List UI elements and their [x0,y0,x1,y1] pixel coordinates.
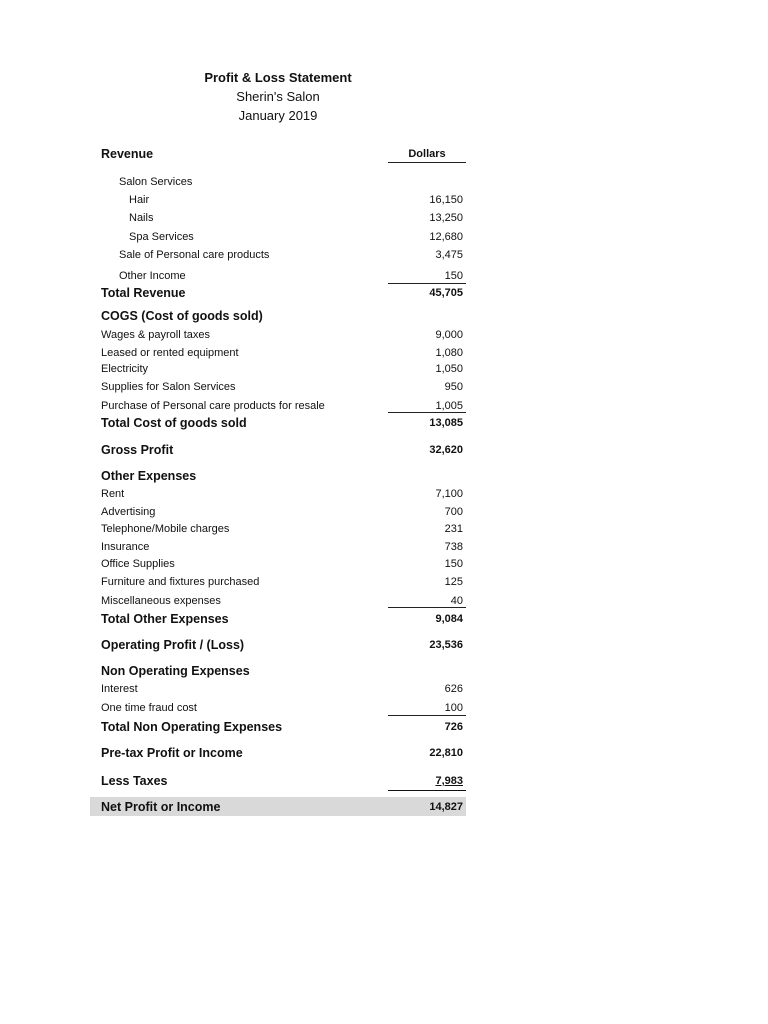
salon-services-label: Salon Services [119,176,193,188]
revenue-item-label: Hair [129,194,150,206]
cogs-item-value: 1,080 [435,347,463,359]
total-revenue-value: 45,705 [429,287,463,299]
other-expense-label: Miscellaneous expenses [101,595,221,607]
total-other-expenses-value: 9,084 [435,613,463,625]
company-name: Sherin's Salon [236,89,320,104]
revenue-item-value: 13,250 [429,212,463,224]
other-expense-value: 7,100 [435,488,463,500]
net-profit-row [90,798,466,816]
gross-profit-value: 32,620 [429,444,463,456]
other-expense-row [90,573,466,591]
other-expenses-heading-row [90,467,466,485]
salon-services-row [90,173,466,191]
taxes-rule [388,790,466,791]
operating-profit-row [90,636,466,654]
other-expense-label: Telephone/Mobile charges [101,523,230,535]
cogs-item-label: Electricity [101,363,149,375]
subtotal-rule [388,607,466,608]
cogs-item-row [90,326,466,344]
non-operating-item-row [90,680,466,698]
non-operating-heading: Non Operating Expenses [101,664,250,678]
cogs-item-value: 1,050 [435,363,463,375]
cogs-item-label: Leased or rented equipment [101,347,239,359]
revenue-item-label: Other Income [119,270,186,282]
cogs-item-value: 950 [444,381,463,393]
other-expenses-heading: Other Expenses [101,469,197,483]
total-non-operating-row [90,718,466,736]
other-expense-value: 125 [444,576,463,588]
other-expense-value: 150 [444,558,463,570]
dollars-column-header: Dollars [408,148,446,160]
other-expense-row [90,538,466,556]
other-expense-row [90,555,466,573]
pretax-row [90,744,466,762]
revenue-item-row [90,191,466,209]
total-non-operating-label: Total Non Operating Expenses [101,720,283,734]
cogs-heading: COGS (Cost of goods sold) [101,309,263,323]
statement-period: January 2019 [238,108,318,123]
revenue-item-row [90,209,466,227]
revenue-heading: Revenue [101,147,154,161]
cogs-item-label: Purchase of Personal care products for resale [101,400,325,412]
taxes-value: 7,983 [435,775,463,787]
non-operating-item-label: Interest [101,683,138,695]
cogs-item-label: Wages & payroll taxes [101,329,211,341]
other-expense-value: 700 [444,506,463,518]
total-revenue-label: Total Revenue [101,286,186,300]
total-cogs-row [90,414,466,432]
revenue-item-row [90,246,466,264]
operating-profit-label: Operating Profit / (Loss) [101,638,245,652]
cogs-heading-row [90,307,466,325]
total-other-expenses-row [90,610,466,628]
revenue-item-label: Nails [129,212,154,224]
operating-profit-value: 23,536 [429,639,463,651]
other-expense-value: 738 [444,541,463,553]
other-expense-label: Advertising [101,506,156,518]
other-expense-value: 40 [450,595,463,607]
taxes-row [90,772,466,790]
taxes-label: Less Taxes [101,774,168,788]
column-header-underline [388,162,466,163]
total-revenue-row [90,284,466,302]
cogs-item-value: 1,005 [435,400,463,412]
cogs-item-label: Supplies for Salon Services [101,381,236,393]
revenue-item-row [90,228,466,246]
other-expense-row [90,485,466,503]
other-expense-value: 231 [444,523,463,535]
revenue-item-value: 12,680 [429,231,463,243]
total-cogs-value: 13,085 [429,417,463,429]
cogs-item-row [90,378,466,396]
non-operating-heading-row [90,662,466,680]
gross-profit-label: Gross Profit [101,443,174,457]
non-operating-item-value: 100 [444,702,463,714]
other-expense-label: Rent [101,488,125,500]
net-profit-label: Net Profit or Income [101,800,221,814]
subtotal-rule [388,715,466,716]
revenue-item-label: Sale of Personal care products [119,249,270,261]
revenue-item-value: 16,150 [429,194,463,206]
total-other-expenses-label: Total Other Expenses [101,612,229,626]
net-profit-value: 14,827 [429,801,463,813]
other-expense-row [90,520,466,538]
subtotal-rule [388,412,466,413]
other-expense-label: Office Supplies [101,558,175,570]
other-expense-label: Insurance [101,541,150,553]
revenue-item-value: 3,475 [435,249,463,261]
pretax-label: Pre-tax Profit or Income [101,746,243,760]
cogs-item-value: 9,000 [435,329,463,341]
revenue-item-value: 150 [444,270,463,282]
other-expense-label: Furniture and fixtures purchased [101,576,260,588]
non-operating-item-value: 626 [444,683,463,695]
total-non-operating-value: 726 [444,721,463,733]
other-expense-row [90,503,466,521]
statement-title: Profit & Loss Statement [204,70,352,85]
gross-profit-row [90,441,466,459]
total-cogs-label: Total Cost of goods sold [101,416,247,430]
non-operating-item-label: One time fraud cost [101,702,197,714]
cogs-item-row [90,360,466,378]
revenue-item-label: Spa Services [129,231,194,243]
pretax-value: 22,810 [429,747,463,759]
